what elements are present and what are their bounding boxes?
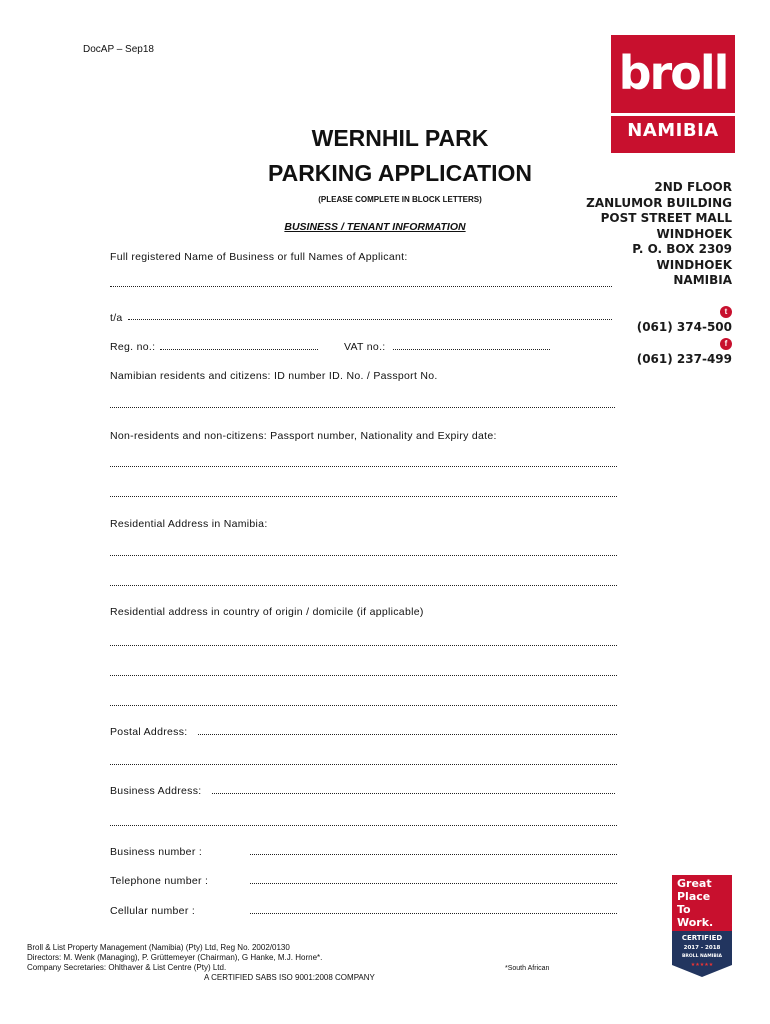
company-footer (27, 943, 322, 973)
telephone-icon: t (720, 306, 732, 318)
business-address-label: Business Address: (110, 785, 202, 797)
reg-no-label: Reg. no.: (110, 341, 156, 353)
logo-brand: broll (618, 46, 728, 100)
badge-line: To (677, 903, 691, 916)
address-line: P. O. BOX 2309 (632, 242, 732, 256)
cellular-number-field[interactable] (250, 913, 617, 914)
non-resident-field-1[interactable] (110, 466, 617, 467)
logo-divider (611, 113, 735, 116)
full-name-label: Full registered Name of Business or full Names of Applicant: (110, 251, 408, 263)
origin-address-label: Residential address in country of origin / domicile (if applicable) (110, 606, 424, 618)
residential-address-field-1[interactable] (110, 555, 617, 556)
footer-line: Directors: M. Wenk (Managing), P. Grüttemeyer (Chairman), G Hanke, M.J. Horne*. (27, 953, 323, 962)
postal-address-label: Postal Address: (110, 726, 188, 738)
company-address (586, 180, 732, 289)
badge-line: Place (677, 890, 711, 903)
badge-line: Work. (677, 916, 714, 929)
postal-address-field-1[interactable] (198, 734, 617, 735)
logo-country: NAMIBIA (627, 120, 719, 141)
business-address-field-2[interactable] (110, 825, 617, 826)
badge-company: BROLL NAMIBIA (681, 954, 723, 959)
origin-address-field-2[interactable] (110, 675, 617, 676)
reg-no-field[interactable] (160, 349, 318, 350)
document-reference: DocAP – Sep18 (83, 44, 154, 55)
postal-address-field-2[interactable] (110, 764, 617, 765)
cellular-number-label: Cellular number : (110, 905, 196, 917)
address-line: NAMIBIA (673, 273, 732, 287)
fax-icon: f (720, 338, 732, 350)
broll-namibia-logo (611, 35, 735, 153)
badge-certified: CERTIFIED (681, 934, 723, 942)
address-line: WINDHOEK (656, 257, 732, 272)
telephone-number: (061) 374-500 (636, 320, 732, 334)
page-title-line2: PARKING APPLICATION (267, 160, 533, 186)
page-title-line1: WERNHIL PARK (311, 125, 489, 151)
namibian-id-label: Namibian residents and citizens: ID number ID. No. / Passport No. (110, 370, 438, 382)
telephone-number-field[interactable] (250, 883, 617, 884)
business-number-field[interactable] (250, 854, 617, 855)
fax-number: (061) 237-499 (636, 352, 732, 366)
telephone-number-label: Telephone number : (110, 875, 209, 887)
address-line: WINDHOEK (656, 226, 732, 241)
non-resident-label: Non-residents and non-citizens: Passport number, Nationality and Expiry date: (110, 430, 497, 442)
badge-stars-icon: ★★★★★ (690, 962, 714, 968)
origin-address-field-3[interactable] (110, 705, 617, 706)
section-heading: BUSINESS / TENANT INFORMATION (284, 221, 466, 233)
block-letters-instruction: (PLEASE COMPLETE IN BLOCK LETTERS) (318, 195, 482, 204)
great-place-to-work-badge (670, 873, 734, 979)
badge-years: 2017 - 2018 (683, 945, 721, 951)
vat-no-label: VAT no.: (344, 341, 386, 353)
business-number-label: Business number : (110, 846, 203, 858)
address-line: POST STREET MALL (600, 211, 732, 225)
business-address-field-1[interactable] (212, 793, 615, 794)
full-name-field[interactable] (110, 286, 612, 287)
south-african-note: *South African (505, 965, 550, 972)
address-line: 2ND FLOOR (654, 180, 732, 194)
vat-no-field[interactable] (393, 349, 550, 350)
badge-line: Great (677, 877, 712, 890)
residential-address-field-2[interactable] (110, 585, 617, 586)
namibian-id-field[interactable] (110, 407, 615, 408)
residential-address-label: Residential Address in Namibia: (110, 518, 268, 530)
non-resident-field-2[interactable] (110, 496, 617, 497)
trading-as-field[interactable] (128, 319, 612, 320)
footer-line: Broll & List Property Management (Namibia) (Pty) Ltd, Reg No. 2002/0130 (27, 943, 290, 952)
trading-as-label: t/a (110, 312, 123, 324)
iso-certification: A CERTIFIED SABS ISO 9001:2008 COMPANY (204, 973, 375, 982)
footer-line: Company Secretaries: Ohlthaver & List Centre (Pty) Ltd. (27, 963, 227, 972)
origin-address-field-1[interactable] (110, 645, 617, 646)
address-line: ZANLUMOR BUILDING (586, 195, 732, 210)
